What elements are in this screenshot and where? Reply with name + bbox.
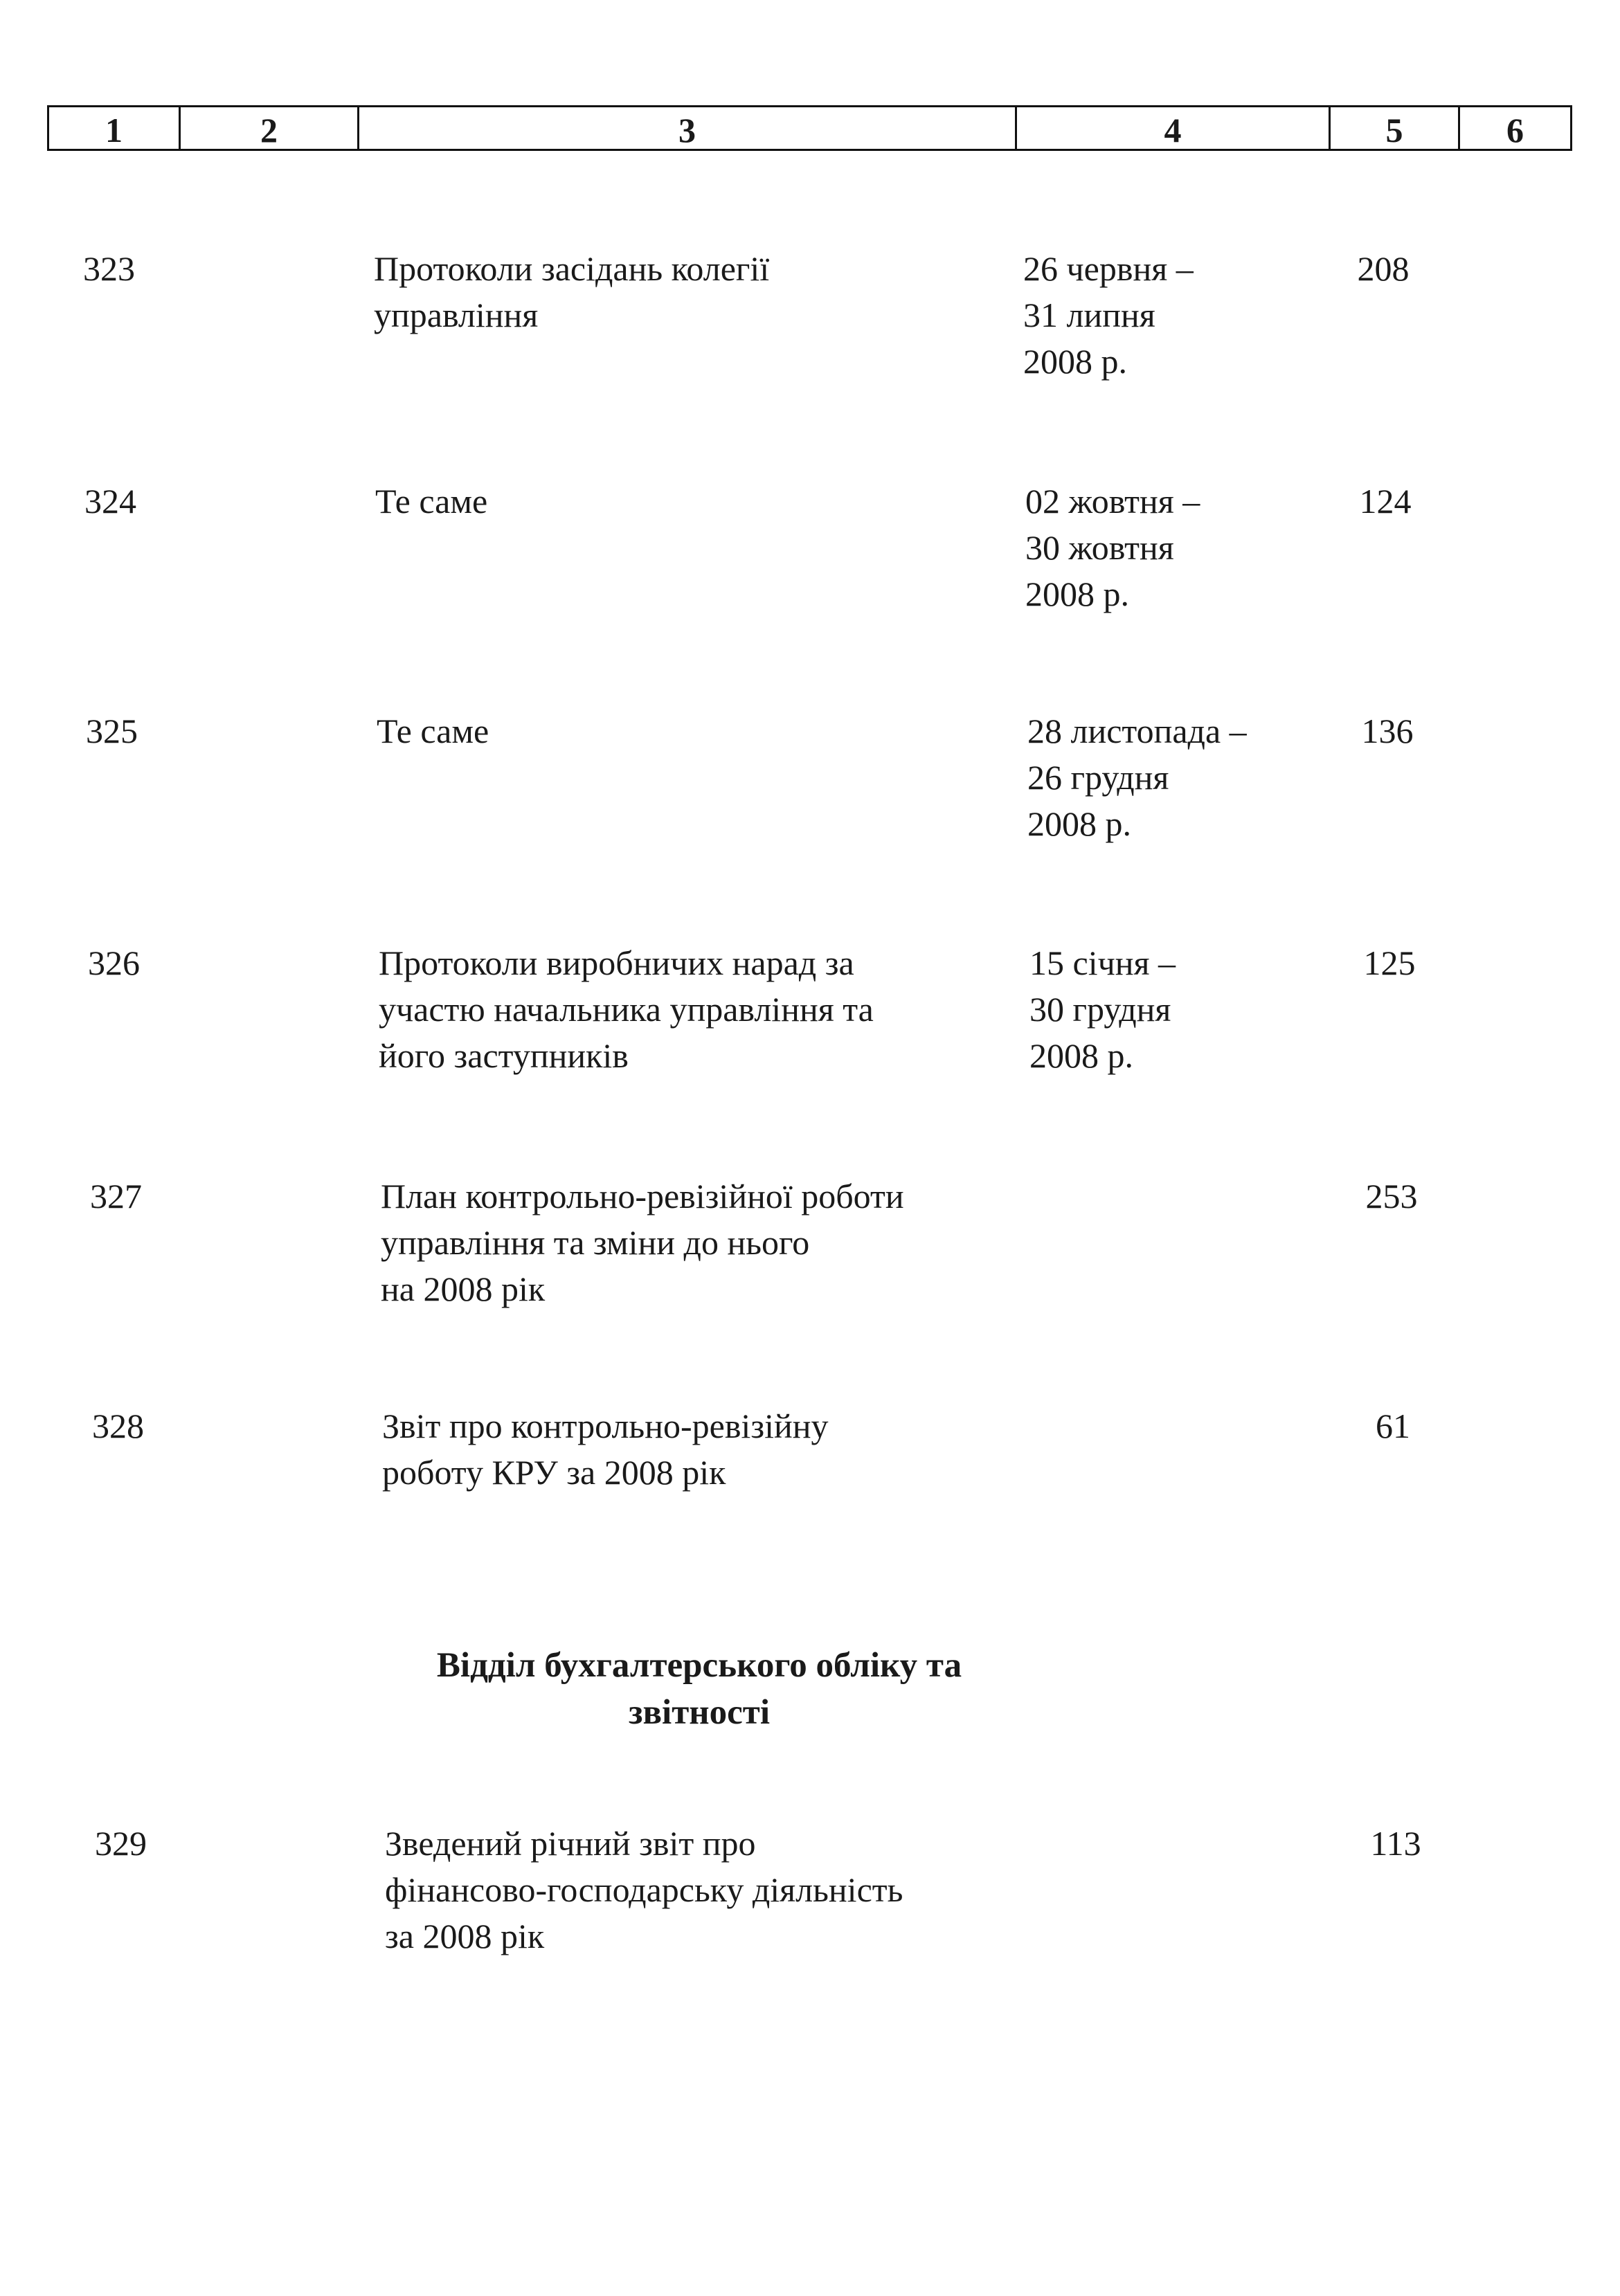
record-title: Протоколи виробничих нарад за участю начальника управління та його заступників bbox=[379, 943, 874, 1075]
record-dates: 02 жовтня – 30 жовтня 2008 р. bbox=[1025, 482, 1200, 613]
record-title: Зведений річний звіт про фінансово-господарську діяльність за 2008 рік bbox=[385, 1824, 903, 1955]
record-title: Звіт про контрольно-ревізійну роботу КРУ за 2008 рік bbox=[382, 1407, 829, 1492]
header-cell-5: 5 bbox=[1331, 107, 1460, 149]
header-cell-3: 3 bbox=[359, 107, 1017, 149]
record-count: 253 bbox=[1365, 1177, 1418, 1215]
record-title: Те саме bbox=[377, 712, 489, 750]
section-heading: Відділ бухгалтерського обліку та звітності bbox=[436, 1646, 962, 1732]
header-cell-2: 2 bbox=[181, 107, 359, 149]
record-number: 323 bbox=[83, 249, 135, 288]
header-cell-1: 1 bbox=[49, 107, 181, 149]
record-dates: 26 червня – 31 липня 2008 р. bbox=[1023, 249, 1194, 381]
record-count: 124 bbox=[1359, 482, 1412, 521]
record-title: Протоколи засідань колегії управління bbox=[374, 249, 770, 334]
record-dates: 15 січня – 30 грудня 2008 р. bbox=[1029, 943, 1176, 1075]
header-cell-4: 4 bbox=[1017, 107, 1331, 149]
record-count: 136 bbox=[1361, 712, 1414, 750]
record-dates: 28 листопада – 26 грудня 2008 р. bbox=[1027, 712, 1247, 843]
record-count: 208 bbox=[1357, 249, 1410, 288]
record-number: 324 bbox=[84, 482, 136, 521]
column-number-header bbox=[47, 105, 1572, 151]
record-title: Те саме bbox=[375, 482, 488, 521]
header-cell-6: 6 bbox=[1506, 111, 1524, 150]
record-count: 61 bbox=[1376, 1407, 1410, 1445]
record-count: 113 bbox=[1370, 1824, 1421, 1863]
record-title: План контрольно-ревізійної роботи управління та зміни до нього на 2008 рік bbox=[381, 1177, 904, 1308]
record-number: 327 bbox=[90, 1177, 142, 1215]
record-count: 125 bbox=[1363, 943, 1416, 982]
record-number: 326 bbox=[88, 943, 140, 982]
record-number: 325 bbox=[86, 712, 138, 750]
record-number: 328 bbox=[92, 1407, 144, 1445]
record-number: 329 bbox=[95, 1824, 147, 1863]
